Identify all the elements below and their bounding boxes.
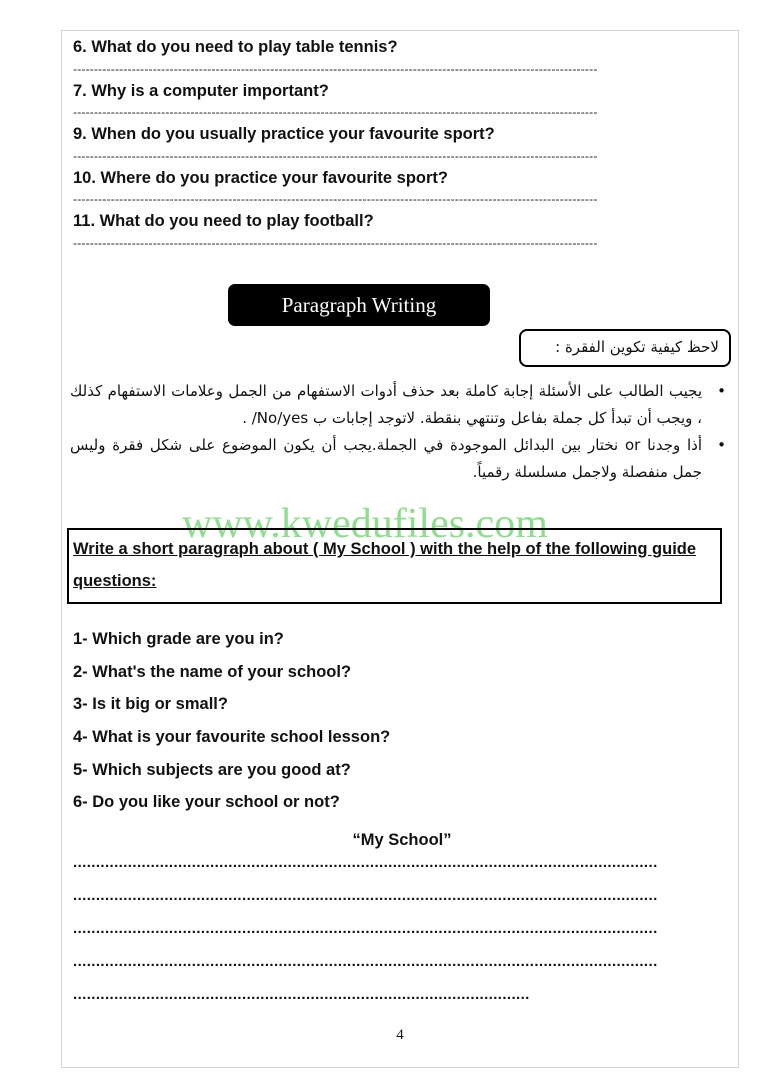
writing-line-3: ................................................................................................................................ <box>73 920 658 937</box>
instruction-bullet-2 <box>70 432 728 486</box>
answer-line-11: ----------------------------------------------------------------------------------------------------------------------------- <box>73 237 598 249</box>
bullet-icon: • <box>717 436 726 454</box>
guide-question-6: 6- Do you like your school or not? <box>73 793 340 811</box>
instruction-text-1: يجيب الطالب على الأسئلة إجابة كاملة بعد حذف أدوات الاستفهام من الجمل وعلامات الاستفهام كذلك ، ويجب أن تبدأ كل جملة بفاعل وتنتهي بنقطة. لاتوجد إجابات ب No/yes/ . <box>70 382 702 427</box>
question-10: 10. Where do you practice your favourite sport? <box>73 169 448 187</box>
instruction-bullets <box>70 378 728 486</box>
guide-question-4: 4- What is your favourite school lesson? <box>73 728 391 746</box>
writing-line-2: ................................................................................................................................ <box>73 887 658 904</box>
task-prompt-box <box>67 528 722 604</box>
answer-line-6: ----------------------------------------------------------------------------------------------------------------------------- <box>73 63 598 75</box>
page-number: 4 <box>396 1027 404 1043</box>
writing-line-1: ................................................................................................................................ <box>73 854 658 871</box>
guide-question-5: 5- Which subjects are you good at? <box>73 761 351 779</box>
task-prompt: Write a short paragraph about ( My School ) with the help of the following guide questions: <box>73 540 697 590</box>
question-6: 6. What do you need to play table tennis? <box>73 38 398 56</box>
writing-line-4: ................................................................................................................................ <box>73 953 658 970</box>
answer-line-10: ----------------------------------------------------------------------------------------------------------------------------- <box>73 193 598 205</box>
instruction-text-2: أذا وجدنا or نختار بين البدائل الموجودة في الجملة.يجب أن يكون الموضوع على شكل فقرة وليس جمل منفصلة ولاجمل مسلسلة رقمياً. <box>70 436 702 481</box>
question-9: 9. When do you usually practice your favourite sport? <box>73 125 495 143</box>
section-title: Paragraph Writing <box>228 284 490 326</box>
guide-question-2: 2- What's the name of your school? <box>73 663 352 681</box>
answer-line-7: ----------------------------------------------------------------------------------------------------------------------------- <box>73 106 598 118</box>
question-7: 7. Why is a computer important? <box>73 82 329 100</box>
bullet-icon: • <box>717 382 726 400</box>
paragraph-heading: “My School” <box>352 831 452 849</box>
note-label: لاحظ كيفية تكوين الفقرة : <box>519 329 731 367</box>
guide-question-1: 1- Which grade are you in? <box>73 630 284 648</box>
watermark: www.kwedufiles.com <box>182 501 548 547</box>
writing-line-5: .................................................................................................... <box>73 986 530 1003</box>
guide-question-3: 3- Is it big or small? <box>73 695 228 713</box>
question-11: 11. What do you need to play football? <box>73 212 374 230</box>
instruction-bullet-1 <box>70 378 728 432</box>
answer-line-9: ----------------------------------------------------------------------------------------------------------------------------- <box>73 150 598 162</box>
